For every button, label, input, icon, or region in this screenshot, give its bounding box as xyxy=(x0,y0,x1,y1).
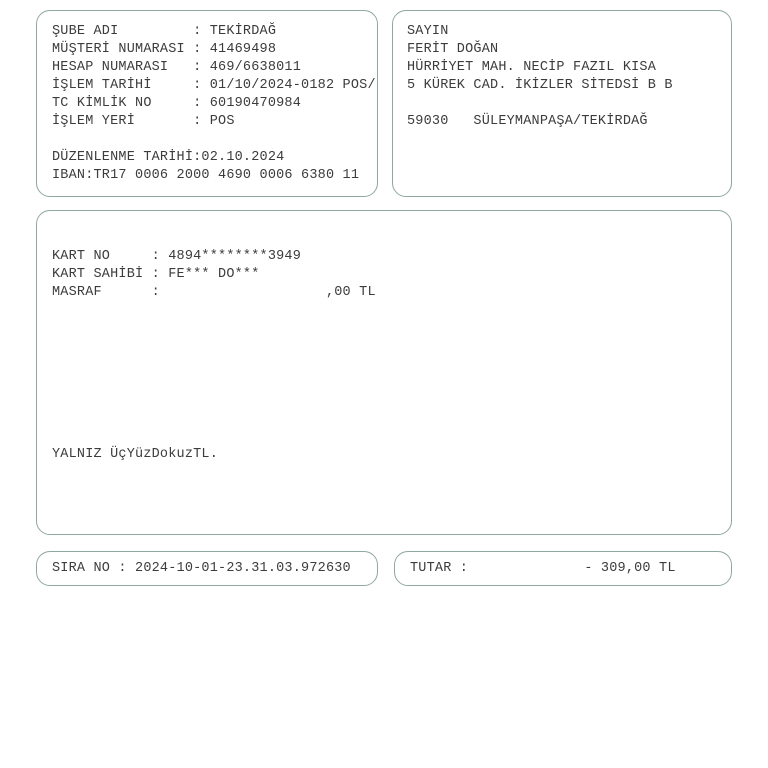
fee-line: MASRAF : ,00 TL xyxy=(52,285,376,300)
address-line-1: HÜRRİYET MAH. NECİP FAZIL KISA xyxy=(407,60,657,75)
blank-line xyxy=(52,302,716,320)
customer-number-line: MÜŞTERİ NUMARASI : 41469498 xyxy=(52,42,277,57)
branch-account-info-box xyxy=(36,10,378,197)
sequence-number-text: SIRA NO : 2024-10-01-23.31.03.972630 xyxy=(52,561,351,576)
blank-line xyxy=(52,320,716,338)
postal-city-line: 59030 SÜLEYMANPAŞA/TEKİRDAĞ xyxy=(407,114,648,129)
blank-line xyxy=(52,392,716,410)
transaction-date-line: İŞLEM TARİHİ : 01/10/2024-0182 POS/ xyxy=(52,78,376,93)
amount-in-words-line: YALNIZ ÜçYüzDokuzTL. xyxy=(52,447,219,462)
recipient-address-box xyxy=(392,10,732,197)
total-amount-text: TUTAR : - 309,00 TL xyxy=(410,561,676,576)
iban-line: IBAN:TR17 0006 2000 4690 0006 6380 11 xyxy=(52,168,360,183)
salutation-line: SAYIN xyxy=(407,24,449,39)
sequence-number-box xyxy=(36,551,378,586)
recipient-name-line: FERİT DOĞAN xyxy=(407,42,499,57)
card-details-box xyxy=(36,210,732,535)
account-number-line: HESAP NUMARASI : 469/6638011 xyxy=(52,60,302,75)
address-line-2: 5 KÜREK CAD. İKİZLER SİTEDSİ B B xyxy=(407,78,673,93)
blank-line xyxy=(52,410,716,428)
card-number-line: KART NO : 4894********3949 xyxy=(52,249,302,264)
card-holder-line: KART SAHİBİ : FE*** DO*** xyxy=(52,267,260,282)
blank-line xyxy=(52,356,716,374)
tc-id-number-line: TC KİMLİK NO : 60190470984 xyxy=(52,96,302,111)
blank-line xyxy=(407,95,717,113)
blank-line xyxy=(52,428,716,446)
branch-name-line: ŞUBE ADI : TEKİRDAĞ xyxy=(52,24,277,39)
total-amount-box xyxy=(394,551,732,586)
blank-line xyxy=(52,131,362,149)
issue-date-line: DÜZENLENME TARİHİ:02.10.2024 xyxy=(52,150,285,165)
blank-line xyxy=(52,374,716,392)
transaction-place-line: İŞLEM YERİ : POS xyxy=(52,114,235,129)
blank-line xyxy=(52,338,716,356)
